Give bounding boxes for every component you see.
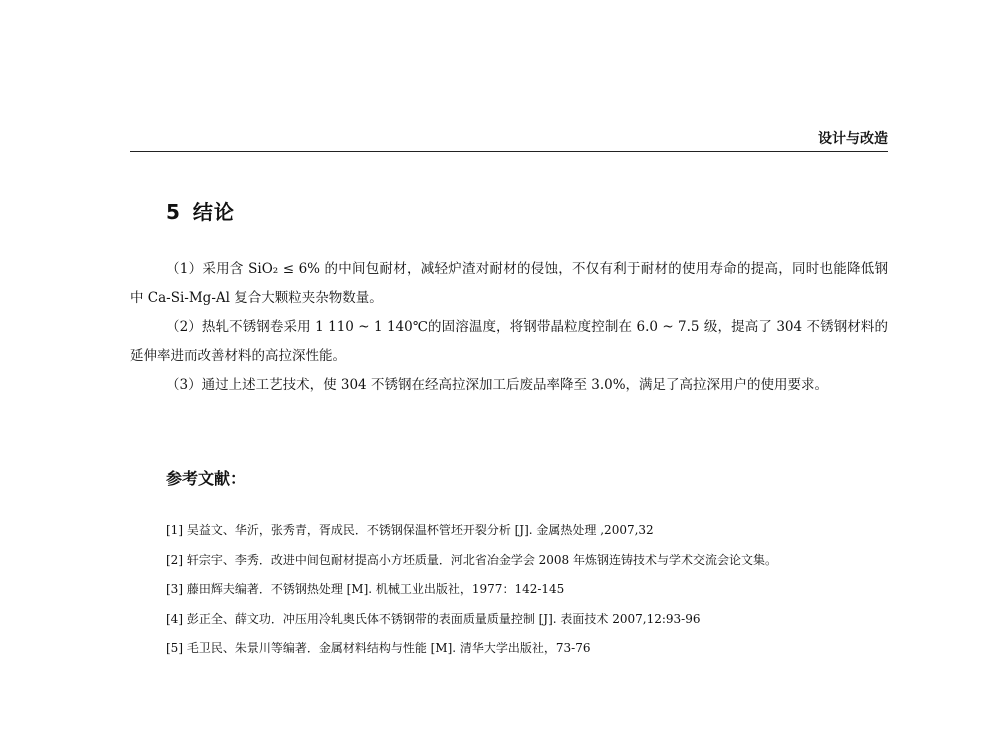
reference-item-4: [4] 彭正全、薛文功．冲压用冷轧奥氏体不锈钢带的表面质量质量控制 [J]. 表面技术 2007,12:93-96 [166, 611, 701, 626]
conclusion-body [130, 255, 888, 400]
section-title-text: 结论 [192, 200, 235, 224]
conclusion-paragraph-2: （2）热轧不锈钢卷采用 1 110 ~ 1 140℃的固溶温度，将钢带晶粒度控制在 6.0 ~ 7.5 级，提高了 304 不锈钢材料的延伸率进而改善材料的高拉深性能。 [130, 319, 888, 364]
reference-item-3: [3] 藤田辉夫编著．不锈钢热处理 [M]. 机械工业出版社，1977：142-145 [166, 582, 565, 596]
running-header-label: 设计与改造 [818, 131, 888, 147]
section-title [166, 196, 235, 225]
reference-item-5: [5] 毛卫民、朱景川等编著．金属材料结构与性能 [M]. 清华大学出版社，73-76 [166, 641, 591, 655]
conclusion-paragraph-3: （3）通过上述工艺技术，使 304 不锈钢在经高拉深加工后废品率降至 3.0%，满足了高拉深用户的使用要求。 [166, 377, 829, 393]
reference-list [166, 516, 926, 664]
section-number: 5 [166, 200, 181, 224]
reference-item-2: [2] 轩宗宇、李秀．改进中间包耐材提高小方坯质量．河北省冶金学会 2008 年炼钢连铸技术与学术交流会论文集。 [166, 552, 777, 567]
header-rule [130, 151, 888, 152]
conclusion-paragraph-1: （1）采用含 SiO₂ ≤ 6% 的中间包耐材，减轻炉渣对耐材的侵蚀，不仅有利于耐材的使用寿命的提高，同时也能降低钢中 Ca-Si-Mg-Al 复合大颗粒夹杂物数量。 [130, 261, 888, 306]
references-heading: 参考文献： [166, 469, 247, 488]
reference-item-1: [1] 吴益文、华沂，张秀青，胥成民．不锈钢保温杯管坯开裂分析 [J]. 金属热处理 ,2007,32 [166, 523, 654, 537]
